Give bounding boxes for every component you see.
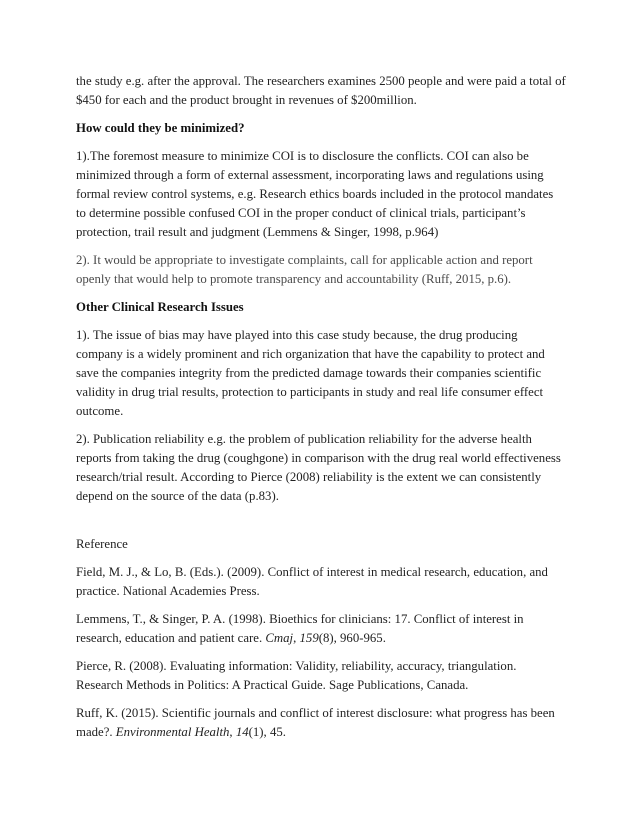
reference-separator: , [229,725,236,739]
reference-text: Lemmens, T., & Singer, P. A. (1998). Bioethics for clinicians: 17. Conflict of interest in research, education and patient care. [76,612,524,645]
paragraph-issue-2: 2). Publication reliability e.g. the problem of publication reliability for the adverse health reports from taking the drug (coughgone) in comparison with the drug real world effectiveness research/trial result. According to Pierce (2008) reliability is the extent we can consistently depend on the source of the data (p.83). [76,432,561,503]
reference-item [76,704,566,742]
reference-heading: Reference [76,537,128,551]
reference-pages: (8), 960-965. [318,631,386,645]
paragraph-minimize-2: 2). It would be appropriate to investigate complaints, call for applicable action and report openly that would help to promote transparency and accountability (Ruff, 2015, p.6). [76,253,533,286]
reference-item [76,657,566,695]
reference-item [76,610,566,648]
reference-volume: 14 [235,725,249,739]
reference-journal: Environmental Health [115,725,230,739]
section-spacer [76,515,566,535]
section-heading-minimized: How could they be minimized? [76,121,245,135]
page-body [76,72,566,751]
reference-text: Pierce, R. (2008). Evaluating information: Validity, reliability, accuracy, triangulation. Research Methods in Politics: A Practical Guide. Sage Publications, Canada. [76,659,517,692]
reference-item [76,563,566,601]
reference-volume: 159 [299,631,319,645]
reference-journal: Cmaj [265,631,294,645]
intro-paragraph: the study e.g. after the approval. The researchers examines 2500 people and were paid a total of $450 for each and the product brought in revenues of $200million. [76,74,566,107]
reference-text: Field, M. J., & Lo, B. (Eds.). (2009). Conflict of interest in medical research, education, and practice. National Academies Press. [76,565,548,598]
reference-text: Ruff, K. (2015). Scientific journals and conflict of interest disclosure: what progress has been made?. [76,706,555,739]
reference-pages: (1), 45. [248,725,286,739]
reference-list [76,535,566,742]
paragraph-minimize-1: 1).The foremost measure to minimize COI is to disclosure the conflicts. COI can also be minimized through a form of external assessment, incorporating laws and regulations using formal review control systems, e.g. Research ethics boards included in the protocol mandates to determine possible confused COI in the proper conduct of clinical trials, participant’s protection, trail result and judgment (Lemmens & Singer, 1998, p.964) [76,149,554,239]
reference-separator: , [293,631,300,645]
paragraph-issue-1: 1). The issue of bias may have played into this case study because, the drug producing company is a widely prominent and rich organization that have the capability to protect and save the companies integrity from the predicted damage towards their companies scientific validity in drug trial results, protection to participants in study and real life consumer effect outcome. [76,328,545,418]
section-heading-other-issues: Other Clinical Research Issues [76,300,244,314]
